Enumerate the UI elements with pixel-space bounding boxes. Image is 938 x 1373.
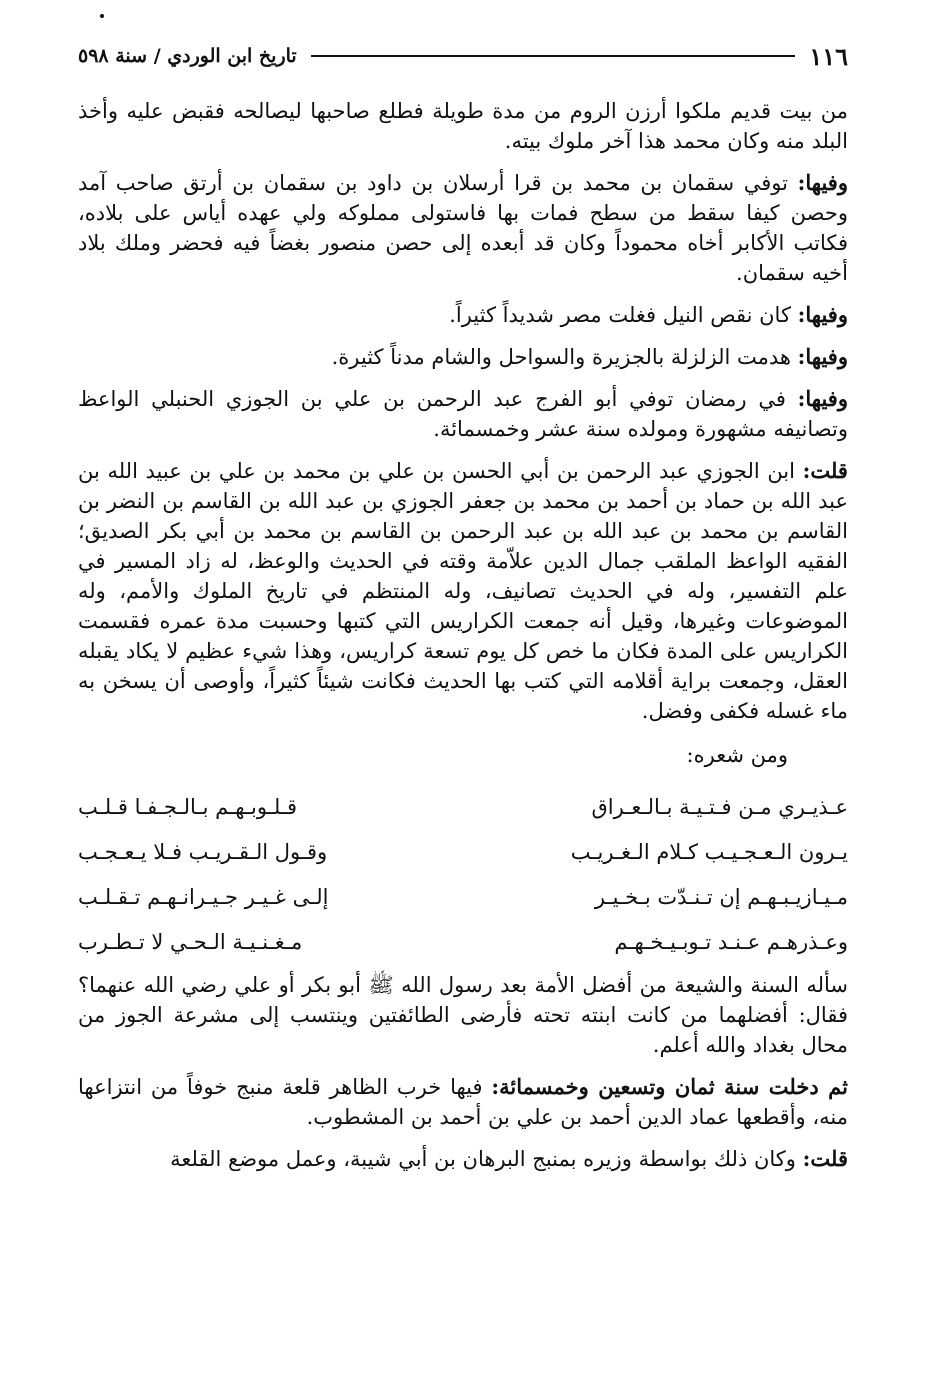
paragraph-label: وفيها: xyxy=(797,386,848,411)
poem-verse xyxy=(78,919,848,964)
paragraph-text: سأله السنة والشيعة من أفضل الأمة بعد رسول الله ﷺ أبو بكر أو علي رضي الله عنهما؟ فقال: أفضلهما من كانت ابنته تحته فأرضى الطائفتين وينتسب إلى مشرعة الجوز من محال بغداد والله أعلم. xyxy=(78,973,848,1057)
poem-verse xyxy=(78,829,848,874)
paragraph-label: وفيها: xyxy=(797,344,848,369)
paragraph xyxy=(78,342,848,372)
paragraph: من بيت قديم ملكوا أرزن الروم من مدة طويلة فطلع صاحبها ليصالحه فقبض عليه وأخذ البلد منه وكان محمد هذا آخر ملوك بيته. xyxy=(78,99,848,153)
running-title: تاريخ ابن الوردي / سنة ٥٩٨ xyxy=(78,45,297,67)
poem-verse xyxy=(78,784,848,829)
paragraph-label: وفيها: xyxy=(797,170,848,195)
paragraph xyxy=(78,1144,848,1174)
poem-verse xyxy=(78,874,848,919)
verse-first-hemistich: عـذيـري مـن فـتـيـة بـالـعـراق xyxy=(591,794,848,819)
paragraph-label: قلت: xyxy=(802,458,848,483)
paragraph-text: في رمضان توفي أبو الفرج عبد الرحمن بن علي بن الجوزي الحنبلي الواعظ وتصانيفه مشهورة ومولده سنة عشر وخمسمائة. xyxy=(78,387,848,441)
paragraph-label: قلت: xyxy=(802,1146,848,1171)
paragraph-text: وكان ذلك بواسطة وزيره بمنبج البرهان بن أبي شيبة، وعمل موضع القلعة xyxy=(170,1147,796,1171)
paragraph-text: كان نقص النيل فغلت مصر شديداً كثيراً. xyxy=(449,303,791,327)
paragraph xyxy=(78,168,848,288)
page-mark xyxy=(100,14,104,18)
paragraph xyxy=(78,1072,848,1132)
page-number: ١١٦ xyxy=(809,41,848,71)
paragraph xyxy=(78,384,848,444)
verse-second-hemistich: قـلـوبـهـم بـالـجـفـا قـلـب xyxy=(78,794,298,819)
verse-second-hemistich: مـغـنـيـة الـحـي لا تـطـرب xyxy=(78,929,303,954)
paragraph-text: فيها خرب الظاهر قلعة منبج خوفاً من انتزاعها منه، وأقطعها عماد الدين أحمد بن علي بن أحمد بن المشطوب. xyxy=(78,1075,848,1129)
page-body xyxy=(78,96,848,1186)
verse-second-hemistich: إلـى غـيـر جـيـرانـهـم تـقـلـب xyxy=(78,884,329,909)
paragraph-text: هدمت الزلزلة بالجزيرة والسواحل والشام مدناً كثيرة. xyxy=(331,345,791,369)
poem-intro: ومن شعره: xyxy=(686,743,788,767)
paragraph-label: ثم دخلت سنة ثمان وتسعين وخمسمائة: xyxy=(491,1074,848,1099)
verse-first-hemistich: وعـذرهـم عـنـد تـوبـيـخـهـم xyxy=(614,929,848,954)
running-header xyxy=(78,36,848,76)
paragraph xyxy=(78,300,848,330)
paragraph xyxy=(78,456,848,726)
verse-second-hemistich: وقـول الـقـريـب فـلا يـعـجـب xyxy=(78,839,328,864)
verse-first-hemistich: يـرون الـعـجـيـب كـلام الـغـريـب xyxy=(570,839,848,864)
paragraph-text: توفي سقمان بن محمد بن قرا أرسلان بن داود بن سقمان بن أرتق صاحب آمد وحصن كيفا سقط من سطح فمات بها فاستولى مملوكه ولي عهده أياس على بلاده، فكاتب الأكابر أخاه محموداً وكان قد أبعده إلى حصن منصور بغضاً فيه فحضر وملك بلاد أخيه سقمان. xyxy=(78,171,848,285)
verse-first-hemistich: مـيـازيـبـهـم إن تـنـدّت بـخـيـر xyxy=(594,884,848,909)
paragraph-text: ابن الجوزي عبد الرحمن بن أبي الحسن بن علي بن محمد بن علي بن عبيد الله بن عبد الله بن حماد بن أحمد بن محمد بن جعفر الجوزي بن عبد الله بن القاسم بن النضر بن القاسم بن محمد بن عبد الله بن عبد الرحمن بن القاسم بن محمد بن أبي بكر الصديق؛ الفقيه الواعظ الملقب جمال الدين علاّمة وقته في الحديث والوعظ، له زاد المسير في علم التفسير، وله في الحديث تصانيف، وله المنتظم في تاريخ الملوك والأمم، وله الموضوعات وغيرها، وقيل أنه جمعت الكراريس التي كتبها وحسبت مدة عمره فقسمت الكراريس على المدة فكان ما خص كل يوم تسعة كراريس، وهذا شيء عظيم لا يكاد يقبله العقل، وجمعت براية أقلامه التي كتب بها الحديث فكانت شيئاً كثيراً، وأوصى أن يسخن به ماء غسله فكفى وفضل. xyxy=(78,459,848,723)
header-rule xyxy=(311,55,796,57)
paragraph-label: وفيها: xyxy=(797,302,848,327)
paragraph xyxy=(78,970,848,1060)
poem xyxy=(78,784,848,964)
